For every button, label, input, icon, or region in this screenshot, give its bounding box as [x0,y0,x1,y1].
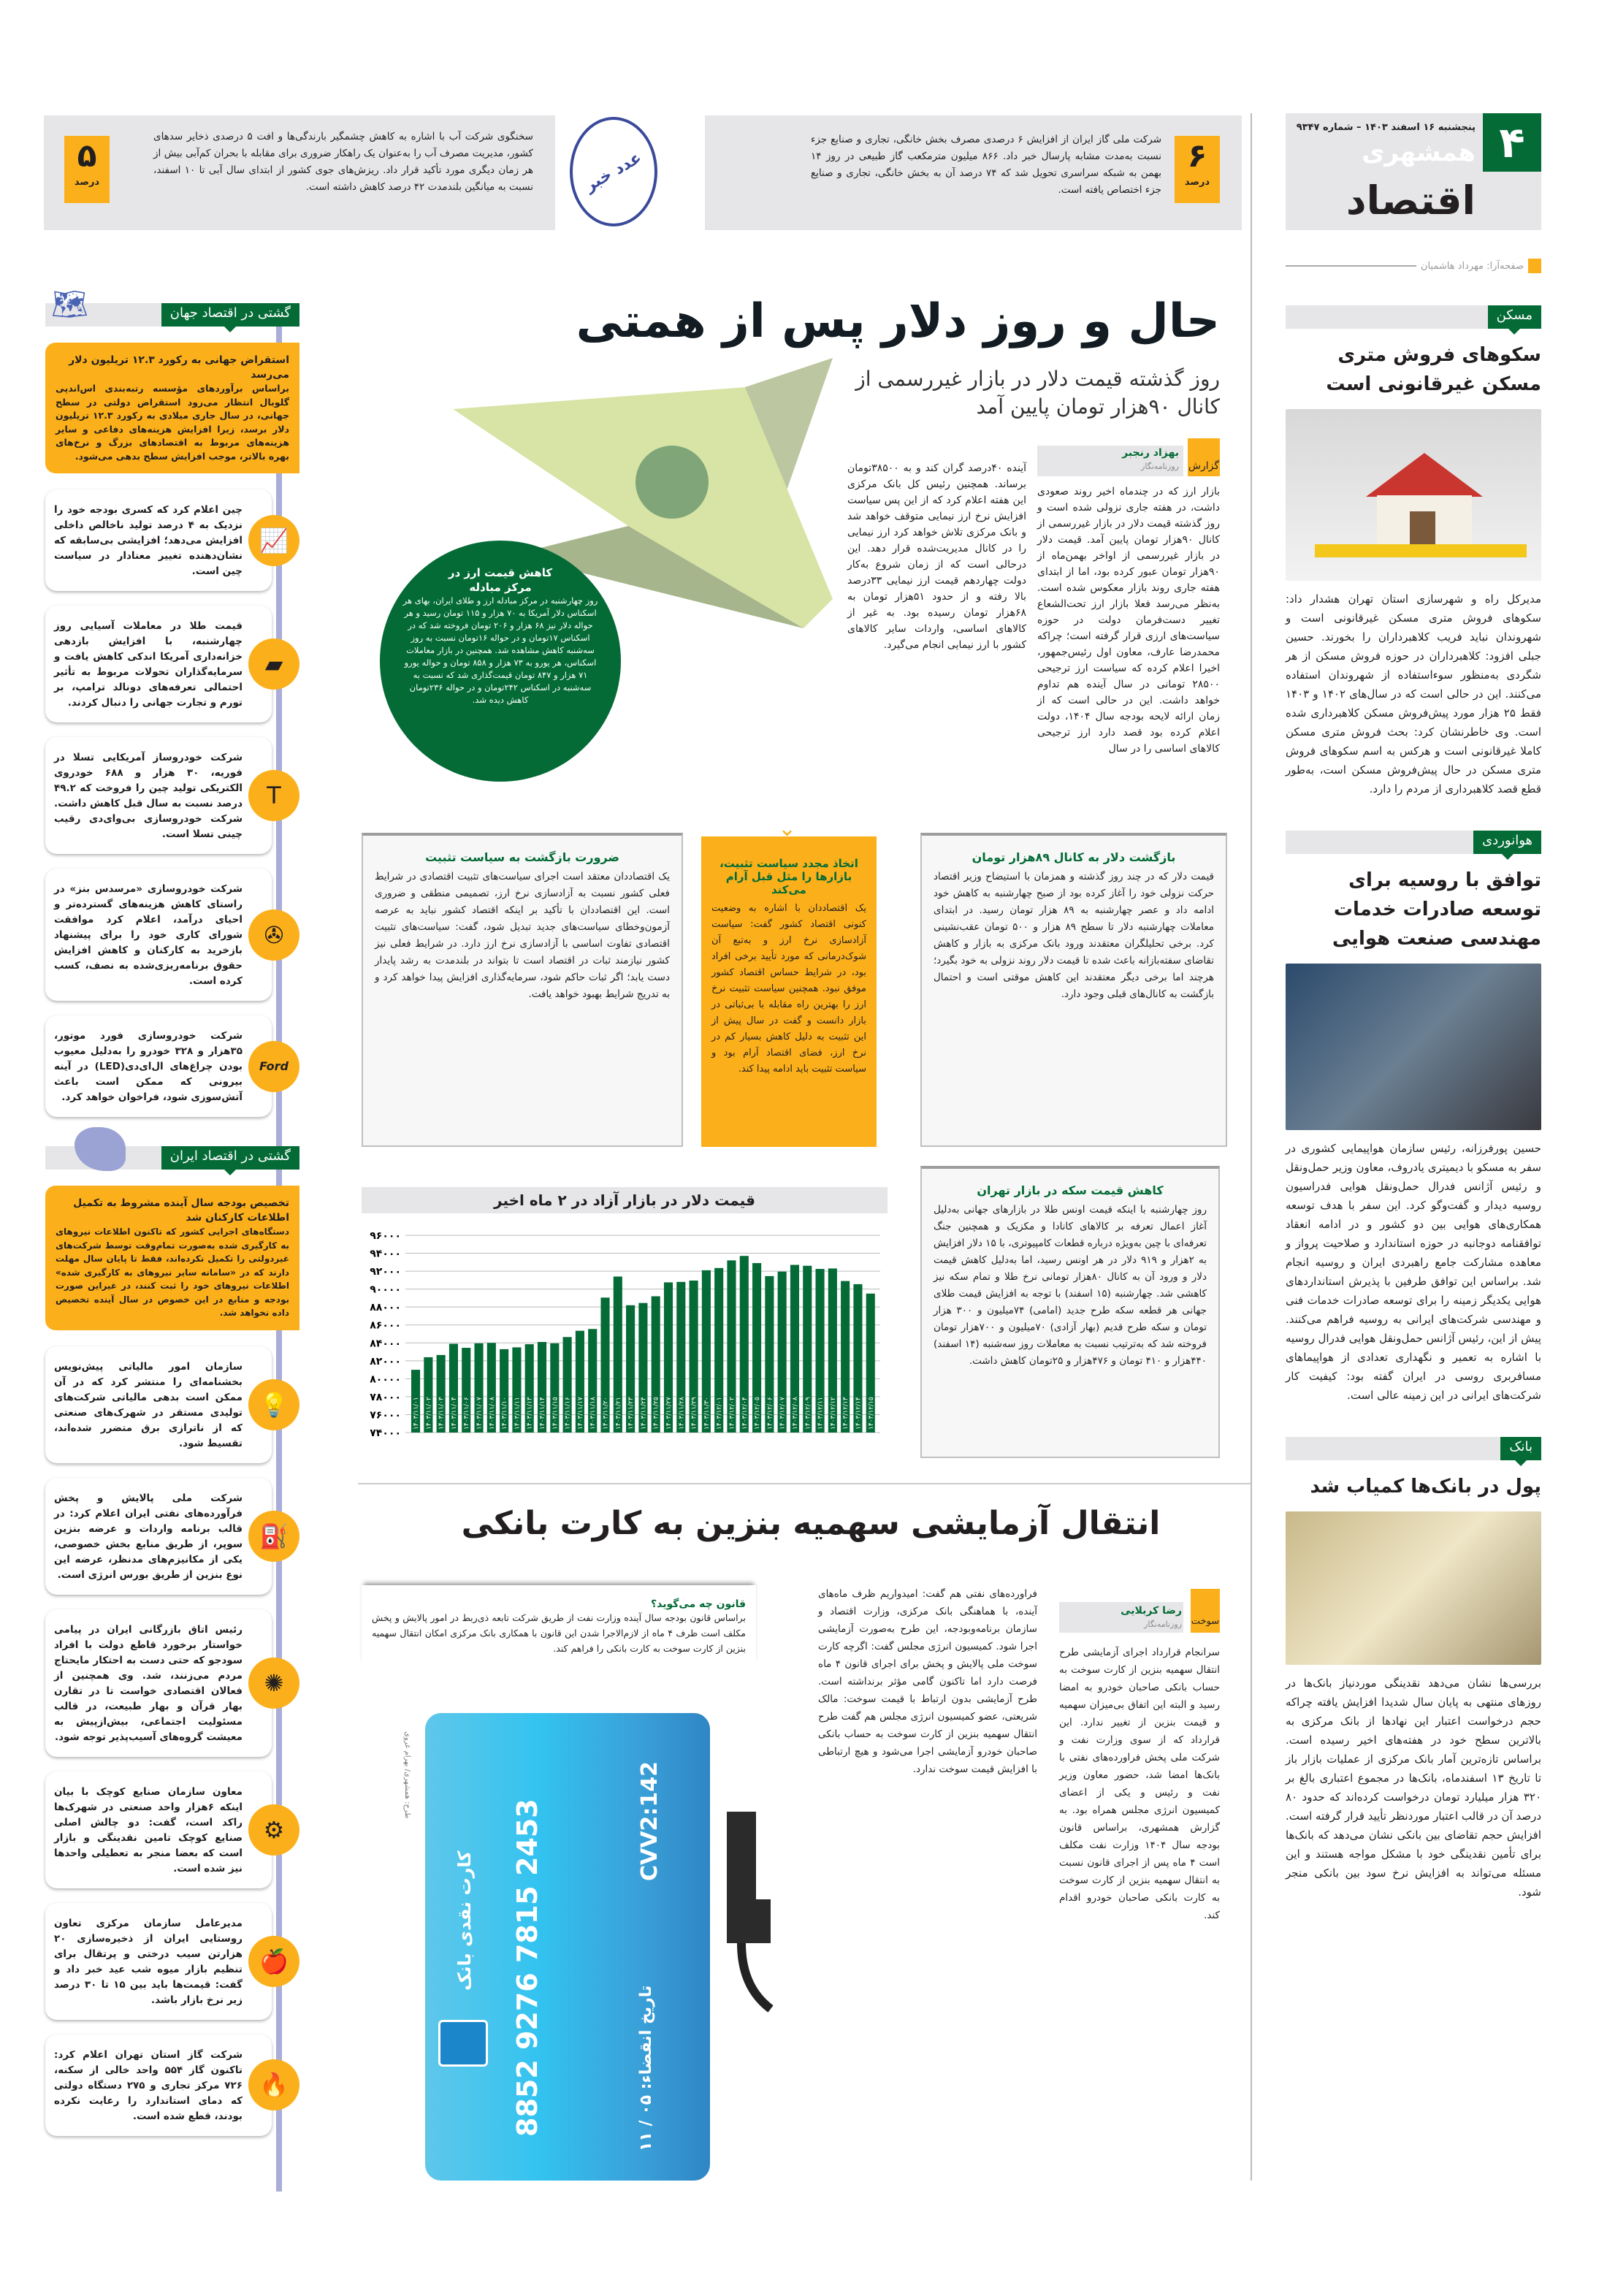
number-news-text: سخنگوی شرکت آب با اشاره به کاهش چشمگیر بارندگی‌ها و افت ۵ درصدی ذخایر سدهای کشور، مدیریت مصرف آب را به‌عنوان یک راهکار ضروری برای مقابله با بحران کم‌آبی بیش از هر زمان دیگری مورد تأکید قرار داد. ریزش‌های جوی کشور از ابتدای سال آبی تا ۱۰ اسفند، نسبت به میانگین بلندمدت ۴۲ درصد کاهش داشته است. [153,131,534,193]
news-brief [45,606,299,722]
lead-title: تخصیص بودجه سال آینده مشروط به تکمیل اطلاعات کارکنان شد [73,1197,289,1224]
image-credit: طرح: همشهری/ بهرام غروی [403,1731,411,1819]
apple-icon: 🍎 [248,1936,299,1987]
x-tick-label: ۱۴۰۳/۱۲/۱۱ [817,1397,825,1430]
world-briefs [45,489,299,1117]
section-tag-iran: گشتی در اقتصاد ایران [45,1146,299,1170]
y-tick-label: ۸۲۰۰۰ [370,1355,401,1368]
x-tick-label: ۱۴۰۳/۱۱/۲۱ [614,1397,622,1430]
brief-text: قیمت طلا در معاملات آسیایی روز چهارشنبه، با افزایش بازدهی خزانه‌داری آمریکا اندکی کاهش یافت و سرمایه‌گذاران تحولات مربوط به تأثیر احتمالی تعرفه‌های دونالد ترامپ، بر تورم و تجارت جهانی را دنبال کردند. [54,620,243,709]
brief-text: شرکت ملی پالایش و پخش فرآورده‌های نفتی ایران اعلام کرد: در قالب برنامه واردات و عرضه بنزین سوپر، از طریق منابع بخش خصوصی، یکی از مکانیزم‌های مدنظر، عرضه این نوع بنزین از طریق بورس انرژی است. [54,1492,243,1581]
chart-title: قیمت دلار در بازار آزاد در ۲ ماه اخیر [362,1187,888,1213]
divider [1286,265,1416,267]
world-lead-box [45,343,299,473]
brief-text: شرکت خودروسازی فورد موتور، ۳۵هزار و ۳۲۸ خودرو را به‌دلیل معیوب بودن چراغ‌های ال‌ای‌دی(LED) در آینه بیرونی که ممکن است باعث آتش‌سوزی شود، فراخوان خواهد کرد. [54,1030,243,1103]
box-title: اتخاذ مجدد سیاست تثبیت، بازارها را مثل قبل آرام می‌کند [719,857,858,896]
news-brief-card [45,1015,272,1117]
news-brief [45,869,299,1001]
news-brief-card [45,1903,272,2020]
news-brief [45,1903,299,2020]
card-cvv: CVV2:142 [637,1761,663,1881]
stamp-logo: عدد خبر [570,117,657,226]
box-title: کاهش قیمت سکه در بازار تهران [977,1183,1164,1197]
layout-credit [1286,257,1541,275]
x-tick-label: ۱۴۰۳/۱۲/۱۵ [867,1397,875,1430]
main-subheadline: روز گذشته قیمت دلار در بازار غیررسمی از کانال ۹۰هزار تومان پایین آمد [855,367,1220,419]
x-tick-label: ۱۴۰۳/۱۱/۰۲ [425,1397,433,1430]
aviation-workers-image [1286,964,1541,1130]
currency-exchange-circle [380,541,621,782]
author-role: روزنامه‌نگار [1141,462,1179,471]
law-title: قانون چه می‌گوید؟ [651,1598,746,1610]
x-tick-label: ۱۴۰۳/۱۱/۱۱ [514,1397,522,1430]
x-tick-label: ۱۴۰۳/۱۱/۰۶ [463,1397,471,1430]
credit-text: صفحه‌آرا: مهرداد هاشمیان [1420,260,1524,272]
number-news-text: شرکت ملی گاز ایران از افزایش ۶ درصدی مصرف بخش خانگی، تجاری و صنایع جزء نسبت به‌مدت مشابه پارسال خبر داد. ۸۶۶ میلیون مترمکعب گاز طبیعی در روز ۱۴ بهمن به شبکه سراسری تحویل شد که ۷۴ درصد آن به بخش خانگی، تجاری و صنایع جزء اختصاص یافته است. [811,134,1162,196]
oil-rig-icon: ⛽ [248,1511,299,1562]
news-brief-card [45,869,272,1001]
author-name: رضا کربلایی [1121,1605,1182,1617]
x-tick-label: ۱۴۰۳/۱۱/۲۷ [665,1397,673,1430]
number-news-box-water [44,115,555,230]
housing-body: مدیرکل راه و شهرسازی استان تهران هشدار داد: سکوهای فروش متری مسکن غیرقانونی است و شهروندان نباید فریب کلاهبرداران را بخورند. حسین جبلی افزود: کلاهبرداران در حوزه فروش مسکن از هر شگردی به‌منظور سوءاستفاده از شهروندان استفاده می‌کنند. این در حالی است که در سال‌های ۱۴۰۲ و ۱۴۰۳ فقط ۲۵ هزار مورد پیش‌فروش مسکن کلاهبرداری شده است. وی خاطرنشان کرد: بحث فروش متری مسکن کاملا غیرقانونی است و هرکس به اسم سکوهای فروش متری مسکن در حال پیش‌فروش مسکن است، به‌طور قطع قصد کلاهبرداری از مردم را دارد. [1286,592,1542,796]
left-column [45,303,299,2136]
chart-up-icon: 📈 [248,515,299,566]
x-tick-label: ۱۴۰۳/۱۱/۰۸ [488,1397,496,1430]
news-brief [45,1609,299,1757]
dollar-price-chart [362,1187,888,1443]
housing-headline: سکوهای فروش متری مسکن غیرقانونی است [1326,344,1541,395]
x-tick-label: ۱۴۰۳/۱۱/۰۷ [476,1397,484,1430]
y-tick-label: ۹۶۰۰۰ [370,1230,401,1242]
bank-headline: پول در بانک‌ها کمیاب شد [1310,1476,1541,1498]
chart-plot [362,1213,888,1443]
x-tick-label: ۱۴۰۳/۱۱/۱۸ [589,1397,598,1430]
news-brief [45,489,299,591]
x-tick-label: ۱۴۰۳/۱۱/۰۴ [450,1397,458,1430]
box-stabilization-policy [701,816,877,1147]
y-tick-label: ۷۶۰۰۰ [370,1409,401,1422]
house-image [1286,409,1541,581]
news-brief-card [45,1609,272,1757]
brief-text: مدیرعامل سازمان مرکزی تعاون روستایی ایران از ذخیره‌سازی ۲۰ هزارتن سیب درختی و پرتقال برای تنظیم بازار میوه شب عید خبر داد و گفت: قیمت‌ها باید بین ۱۵ تا ۳۰ درصد زیر نرخ بازار باشد. [54,1917,243,2006]
x-tick-label: ۱۴۰۳/۱۱/۱۶ [564,1397,572,1430]
x-tick-label: ۱۴۰۳/۱۲/۰۹ [804,1397,812,1430]
factory-robot-icon: ⚙ [248,1804,299,1856]
section-name-logo: اقتصاد [1345,178,1476,224]
x-tick-label: ۱۴۰۳/۱۲/۰۷ [779,1397,787,1430]
x-tick-label: ۱۴۰۳/۱۱/۲۵ [652,1397,660,1430]
card-bank-name: کارت نقدی بانک [454,1850,475,1991]
x-tick-label: ۱۴۰۳/۱۲/۰۵ [754,1397,762,1430]
y-tick-label: ۹۴۰۰۰ [370,1248,401,1260]
bank-body: بررسی‌ها نشان می‌دهد نقدینگی موردنیاز بانک‌ها در روزهای منتهی به پایان سال شدیدا افزایش یافته چراکه حجم درخواست اعتبار این نهادها از بانک مرکزی به بالاترین سطح خود در هفته‌های اخیر رسیده است. براساس تازه‌ترین آمار بانک مرکزی از عملیات بازار باز تا تاریخ ۱۳ اسفندماه، بانک‌ها در مجموع اعتباری بالغ بر ۳۲۰ هزار میلیارد تومان درخواست کرده‌اند که حدود ۸۰ درصد آن در قالب اعتبار موردنظر تأیید قرار گرفته است. افزایش حجم تقاضای بین بانکی نشان می‌دهد که بانک‌ها برای تأمین نقدینگی خود با مشکل مواجه هستند و این مسئله می‌تواند به افزایش نرخ سود بین بانکی منجر شود. [1286,1677,1541,1899]
y-tick-label: ۸۸۰۰۰ [370,1302,401,1314]
brief-text: شرکت خودروساز آمریکایی تسلا در فوریه، ۳۰ هزار و ۶۸۸ خودروی الکتریکی تولید چین را فروخت که ۴۹.۲ درصد نسبت به سال قبل کاهش داشت. شرکت خودروسازی بی‌وای‌دی رقیب چینی تسلا است. [54,752,243,840]
card-expiry: تاریخ انقضاء: ۰۵ / ۱۱ [637,1985,655,2151]
number-badge: ۵ درصد [64,136,110,203]
section-tag-housing: مسکن [1286,305,1541,329]
news-brief [45,1346,299,1463]
x-tick-label: ۱۴۰۳/۱۱/۱۳ [526,1397,534,1430]
flame-icon: 🔥 [248,2059,299,2110]
lead-text: دستگاه‌های اجرایی کشور که تاکنون اطلاعات نیروهای به کارگیری شده به‌صورت تمام‌وقت توسط شرکت‌های غیردولتی را تکمیل نکرده‌اند، فقط تا پایان سال مهلت دارند که در «سامانه سایر نیروهای به کارگیری شده» اطلاعات نیروهای خود را ثبت کنند، در غیراین صورت بودجه و منابع در این خصوص در سال آینده تخصیص داده نخواهد شد. [56,1227,289,1318]
box-title: بازگشت دلار به کانال ۸۹هزار تومان [972,850,1176,864]
chamber-of-commerce-logo-icon: ✺ [248,1658,299,1709]
page-number-box: ۴ [1483,113,1541,172]
paper-name-logo: همشهری [1362,138,1476,167]
law-text: براساس قانون بودجه سال آینده وزارت نفت از طریق شرکت تابعه ذی‌ربط در امور پالایش و پخش مکلف است ظرف ۴ ماه از لازم‌الاجرا شدن این قانون با همکاری بانک مرکزی امکان انتقال سهمیه بنزین از کارت سوخت به کارت بانکی را فراهم کند. [372,1612,746,1654]
x-tick-label: ۱۴۰۳/۱۱/۱۷ [576,1397,584,1430]
brief-text: رئیس اتاق بازرگانی ایران در پیامی خواستار برخورد قاطع دولت با افراد سودجو که حتی دست به احتکار مایحتاج مردم می‌زنند، شد. وی همچنین از فعالان اقتصادی خواست تا در تقارن بهار قرآن و بهار طبیعت، در قالب مسئولیت اجتماعی، بیش‌از‌پیش به معیشت گروه‌های آسیب‌پذیر توجه شود. [54,1623,243,1743]
news-brief [45,1771,299,1888]
y-tick-label: ۷۴۰۰۰ [370,1427,401,1439]
credit-marker-icon [1528,259,1541,273]
mercedes-logo-icon: ✇ [248,909,299,961]
news-brief-card [45,489,272,591]
news-brief-card [45,606,272,722]
news-brief-card [45,1771,272,1888]
section-tag-world: گشتی در اقتصاد جهان [45,303,299,327]
aviation-headline: توافق با روسیه برای توسعه صادرات خدمات مهندسی صنعت هوایی [1332,869,1541,950]
divider [358,1483,1251,1484]
x-tick-label: ۱۴۰۳/۱۲/۰۲ [728,1397,736,1430]
number-news-box-gas [705,115,1242,230]
x-tick-label: ۱۴۰۳/۱۲/۰۸ [791,1397,799,1430]
x-tick-label: ۱۴۰۳/۱۱/۰۱ [413,1397,421,1430]
news-brief [45,1478,299,1595]
box-text: روز چهارشنبه با اینکه قیمت اونس طلا در بازارهای جهانی به‌دلیل آغاز اعمال تعرفه بر کالاهای کانادا و مکزیک و همچنین جنگ تعرفه‌ای با چین به‌ویژه درباره قطعات کامپیوتری، با ۱۵ دلار افزایش به ۲هزار و ۹۱۹ دلار در هر اونس رسید، اما به‌دلیل کاهش قیمت دلار و ورود آن به کانال ۸۰هزار تومانی نرخ طلا و تمام سکه نیز کاهشی شد. چهارشنبه (۱۵ اسفند) با توجه به افزایش قیمت طلای جهانی هر قطعه سکه طرح جدید (امامی) ۷۴میلیون و ۳۰۰ هزار تومان و سکه طرح قدیم (بهار آزادی) ۷۰میلیون و ۷۰۰هزار تومان فروخته شد که به‌ترتیب نسبت به معاملات روز سه‌شنبه (۱۴ اسفند) ۴۴۰هزار و ۴۱۰ تومان و ۴۷۶هزار و ۲۵تومان کاهش داشت. [934,1204,1207,1367]
article-tag: سوخت [1191,1589,1220,1633]
x-tick-label: ۱۴۰۳/۱۲/۰۶ [766,1397,774,1430]
brief-text: شرکت خودروسازی «مرسدس بنز» در راستای کاهش هزینه‌های گسترده‌تر و احیای درآمد، اعلام کرد موافقت شورای کاری خود را برای پیشنهاد بازخرید به کارکنان و کاهش افزایش حقوق برنامه‌ریزی‌شده به نصف، کسب کرده است. [54,883,243,987]
lead-text: براساس برآوردهای مؤسسه رتبه‌بندی اس‌اند‌پی گلوبال انتظار می‌رود استقراض دولتی در سطح جهانی، در سال جاری میلادی به رکورد ۱۲.۳ تریلیون دلار برسد، زیرا افزایش هزینه‌های دفاعی و سایر هزینه‌های مربوط به اقتصادهای بزرگ و نرخ‌های بهره بالاتر، موجب افزایش سطح بدهی می‌شود. [56,383,289,462]
iran-lead-box [45,1186,299,1330]
iran-briefs [45,1346,299,2136]
x-tick-label: ۱۴۰۳/۱۲/۰۱ [716,1397,724,1430]
brief-text: چین اعلام کرد که کسری بودجه خود را نزدیک به ۴ درصد تولید ناخالص داخلی افزایش می‌دهد؛ افزایشی بی‌سابقه که نشان‌دهنده تغییر معنادار در سیاست چین است. [54,504,243,577]
aviation-body: حسین پورفرزانه، رئیس سازمان هواپیمایی کشوری در سفر به مسکو با دیمیتری یادروف، معاون وزیر حمل‌ونقل و رئیس آژانس فدرال حمل‌ونقل هوایی فدراسیون روسیه دیدار و گفت‌وگو کرد. این سفر با هدف توسعه همکاری‌های هوایی بین دو کشور و در ادامه انعقاد توافقنامه دوجانبه در حوزه استاندارد و صلاحیت پرواز و معاهده مشارکت جامع راهبردی ایران و روسیه انجام شد. براساس این توافق طرفین با پذیرش استانداردهای هوایی یکدیگر زمینه را برای توسعه صادرات خدمات فنی و مهندسی شرکت‌های ایرانی به روسیه فراهم می‌کنند. پیش از این، رئیس آژانس حمل‌ونقل هوایی فدرال روسیه با اشاره به تعمیر و نگهداری تعدادی از هواپیماهای مسافربری روسی در ایران گفته بود: کیفیت کار شرکت‌های ایرانی در این زمینه عالی است. [1286,1142,1541,1402]
fuel-headline: انتقال آزمایشی سهمیه بنزین به کارت بانکی [461,1505,1161,1542]
x-tick-label: ۱۴۰۳/۱۲/۱۳ [842,1397,850,1430]
circle-text: روز چهارشنبه در مرکز مبادله ارز و طلای ایران، بهای هر اسکناس دلار آمریکا به ۷۰ هزار و ۱۱۵ تومان رسید و هر حواله دلار نیز ۶۸ هزار و ۲۰۶ تومان فروخته شد که در اسکناس ۱۷تومان و در حواله ۱۶تومان نسبت به روز سه‌شنبه کاهش مشاهده شد. همچنین در بازار معاملات اسکناس، هر یورو به ۷۳ هزار و ۸۵۸ تومان و حواله یورو ۷۱ هزار و ۸۴۷ تومان قیمت‌گذاری شد که نسبت به سه‌شنبه در اسکناس ۲۴۲تومان و در حواله ۲۳۶تومان کاهش دیده شد. [402,595,598,705]
x-tick-label: ۱۴۰۳/۱۱/۲۹ [690,1397,698,1430]
circle-title: کاهش قیمت ارز در مرکز مبادله [448,566,553,594]
x-tick-label: ۱۴۰۳/۱۱/۲۴ [640,1397,648,1430]
lightbulb-power-icon: 💡 [248,1379,299,1430]
x-tick-label: ۱۴۰۳/۱۱/۱۵ [551,1397,560,1430]
news-brief-card [45,737,272,854]
box-return-stabilization [362,833,683,1147]
lead-title: استقراض جهانی به رکورد ۱۲.۳ تریلیون دلار می‌رسد [69,354,289,381]
iran-map-icon [75,1127,126,1171]
card-number: 8852 9276 7815 2453 [511,1799,543,2137]
x-tick-label: ۱۴۰۳/۱۲/۱۲ [829,1397,837,1430]
date-line: پنجشنبه ۱۶ اسفند ۱۴۰۳ – شماره ۹۳۴۷ [1296,122,1476,133]
box-coin-price [920,1166,1220,1458]
author-role: روزنامه‌نگار [1144,1620,1182,1629]
article-tag: گزارش [1188,438,1220,476]
news-brief [45,737,299,854]
number-badge: ۶ درصد [1175,136,1220,203]
box-text: یک اقتصاددان با اشاره به وضعیت کنونی اقتصاد کشور گفت: سیاست آزادسازی نرخ ارز و به‌تبع آن شوک‌درمانی که مورد تأیید برخی افراد بود، در شرایط حساس اقتصاد کشور موفق نبود. همچنین سیاست تثبیت نرخ ارز را بهترین راه مقابله با بی‌ثباتی در بازار دانست و گفت در سال پیش از این تثبیت به دلیل کاهش بسیار کم در نرخ ارز، فضای اقتصاد آرام بود و سیاست تثبیت باید ادامه پیدا کند. [711,903,866,1075]
brief-text: شرکت گاز استان تهران اعلام کرد: تاکنون گاز ۵۵۴ واحد خالی از سکنه، ۷۲۶ مرکز تجاری و ۲۷۵ دستگاه دولتی که دمای استاندارد را رعایت نکرده بودند، قطع شده است. [54,2048,243,2122]
x-tick-label: ۱۴۰۳/۱۱/۲۸ [678,1397,686,1430]
bank-logo-icon [438,2020,488,2067]
law-box [362,1585,756,1666]
brief-text: سازمان امور مالیاتی پیش‌نویس بخشنامه‌ای را منتشر کرد که در آن ممکن است بدهی مالیاتی شرکت‌های تولیدی مستقر در شهرک‌های صنعتی که از ناترازی برق متضرر شده‌اند، تقسیط شود. [54,1360,243,1449]
column-divider [1251,113,1252,2181]
x-tick-label: ۱۴۰۳/۱۱/۰۳ [438,1397,446,1430]
news-brief-card [45,1478,272,1595]
news-brief [45,1015,299,1117]
news-brief-card [45,1346,272,1463]
fuel-col1: سرانجام قرارداد اجرای آزمایشی طرح انتقال سهمیه بنزین از کارت سوخت به حساب بانکی صاحبان خودرو به امضا رسید و البته این اتفاق بی‌میزان سهمیه و قیمت بنزین از تغییر ندارد. این قرارداد که از سوی وزارت نفت و شرکت ملی پخش فراورده‌های نفتی با بانک‌ها امضا شد، حضور معاون وزیر نفت و رئیس و یکی از اعضای کمیسیون انرژی مجلس همراه بود. به گزارش همشهری، براساس قانون بودجه سال ۱۴۰۴ وزارت نفت مکلف است ۴ ماه پس از اجرای قانون نسبت به انتقال سهمیه بنزین از کارت سوخت به کارت بانکی صاحبان خودرو اقدام کند. [1059,1647,1220,1921]
box-dollar-89 [920,833,1227,1147]
article-byline [1037,438,1220,476]
x-tick-label: ۱۴۰۳/۱۲/۱۴ [855,1397,863,1430]
x-tick-label: ۱۴۰۳/۱۱/۱۰ [501,1397,509,1430]
ford-logo-icon: Ford [248,1041,299,1092]
box-title: ضرورت بازگشت به سیاست تثبیت [425,850,619,864]
section-tag-bank: بانک [1286,1437,1541,1460]
fuel-byline [1059,1589,1220,1633]
x-tick-label: ۱۴۰۳/۱۲/۰۴ [741,1397,749,1430]
box-text: یک اقتصاددان معتقد است اجرای سیاست‌های تثبیت اقتصادی در شرایط فعلی کشور نسبت به آزادسازی نرخ ارز، تصمیمی منطقی و ضروری است. این اقتصاددان با تأکید بر اینکه اقتصاد کشور نباید به عرصه آزمون‌وخطای سیاست‌های جدید تبدیل شود، گفت: سیاست‌های تثبیت اقتصادی تفاوت اساسی با آزادسازی نرخ ارز دارد. در شرایط فعلی نیز کشور نیازمند ثبات در اقتصاد است تا بتواند در بلندمدت به رشد پایدار دست یابد؛ اگر ثبات حاکم شود، سرمایه‌گذاری افزایش پیدا خواهد کرد و به تدریج شرایط بهبود خواهد یافت. [375,871,670,1000]
masthead [1286,113,1541,230]
main-article-col2: آینده ۴۰درصد گران کند و به ۳۸۵۰۰تومان برساند. همچنین رئیس کل بانک مرکزی این هفته اعلام کرد که از این پس سیاست افزایش نرخ ارز نیمایی متوقف خواهد شد و بانک مرکزی تلاش خواهد کرد ارز نیمایی را در کانال مدیریت‌شده قرار دهد. این درحالی است که از زمان شروع به‌کار دولت چهاردهم قیمت ارز نیمایی ۳۳درصد بالا رفته و از حدود ۵۱هزار تومان به ۶۸هزار تومان رسیده بود. به غیر از کالاهای اساسی، واردات سایر کالاهای کشور با ارز نیمایی انجام می‌گیرد. [847,462,1026,651]
tesla-logo-icon: T [248,770,299,821]
section-tag-aviation: هوانوردی [1286,831,1541,854]
cash-stacks-image [1286,1511,1541,1665]
y-tick-label: ۹۲۰۰۰ [370,1266,401,1278]
fuel-nozzle-icon [712,1797,778,2016]
chevron-down-icon: ⌄ [778,816,797,842]
y-tick-label: ۷۸۰۰۰ [370,1391,401,1403]
right-column [1286,305,1541,1902]
news-brief-card [45,2034,272,2136]
x-tick-label: ۱۴۰۳/۱۱/۲۳ [627,1397,635,1430]
brief-text: معاون سازمان صنایع کوچک با بیان اینکه ۶هزار واحد صنعتی در شهرک‌ها راکد است، گفت: دو چالش اصلی صنایع کوچک تامین نقدینگی و بازار است که بعضا منجر به تعطیلی واحدها نیز شده است. [54,1785,243,1874]
bank-card-illustration [425,1713,710,2181]
world-map-icon: 🗺 [51,288,88,321]
y-tick-label: ۸۶۰۰۰ [370,1319,401,1332]
x-tick-label: ۱۴۰۳/۱۱/۳۰ [703,1397,711,1430]
y-tick-label: ۸۴۰۰۰ [370,1338,401,1350]
y-tick-label: ۹۰۰۰۰ [370,1284,401,1296]
box-text: قیمت دلار که در چند روز گذشته و همزمان با استیضاح وزیر اقتصاد حرکت نزولی خود را آغاز کرده بود از صبح چهارشنبه به کاهش خود ادامه داد و عصر چهارشنبه به ۸۹ هزار تومان رسید. در ابتدای معاملات چهارشنبه دلار تا سطح ۸۹ هزار و ۵۰۰ تومان عقب‌نشینی کرد. برخی تحلیلگران معتقدند ورود بانک مرکزی به بازار و کاهش تقاضای سفته‌بازانه باعث شده تا قیمت دلار روند نزولی به خود بگیرد؛ هرچند اما برخی دیگر معتقدند این کاهش موقتی است و احتمال بازگشت به کانال‌های قبلی وجود دارد. [934,871,1214,1000]
main-article-col1: بازار ارز که در چندماه اخیر روند صعودی داشت، در هفته جاری نزولی شده است و روز گذشته قیمت دلار در بازار غیررسمی از کانال ۹۰هزار تومان پایین آمد. قیمت دلار در بازار غیررسمی از اواخر بهمن‌ماه از ۹۰هزار تومان عبور کرده بود، اما از ابتدای هفته جاری روند بازار معکوس شده است. به‌نظر می‌رسد فعلا بازار ارز تحت‌الشعاع تغییر دست‌فرمان دولت در حوزه سیاست‌های ارزی قرار گرفته است؛ چراکه محمدرضا عارف، معاون اول رئیس‌جمهور، اخیرا اعلام کرده که سیاست ارز ترجیحی ۲۸۵۰۰ تومانی در سال آینده هم تداوم خواهد داشت. این در حالی است که از زمان ارائه لایحه بودجه سال ۱۴۰۴، دولت اعلام کرده بود قصد دارد ارز ترجیحی کالاهای اساسی را در سال [1037,486,1220,755]
fuel-col2: فراورده‌های نفتی هم گفت: امیدواریم ظرف ماه‌های آینده، با هماهنگی بانک مرکزی، وزارت اقتصاد و سازمان برنامه‌وبودجه، این طرح به‌صورت آزمایشی اجرا شود. کمیسیون انرژی مجلس گفت: اگرچه کارت سوخت ملی پالایش و پخش برای اجرای قانون ۴ ماه فرصت دارد اما تاکنون گامی مؤثر برنداشته است. طرح آزمایشی بدون ارتباط با قیمت سوخت: مالک شریعتی، عضو کمیسیون انرژی مجلس هم گفت طرح انتقال سهمیه بنزین از کارت سوخت به حساب بانکی صاحبان خودرو آزمایشی اجرا می‌شود و هیچ ارتباطی با افزایش قیمت سوخت ندارد. [818,1588,1037,1775]
y-tick-label: ۸۰۰۰۰ [370,1373,401,1386]
x-tick-label: ۱۴۰۳/۱۱/۱۴ [539,1397,547,1430]
x-tick-label: ۱۴۰۳/۱۱/۲۰ [602,1397,610,1430]
news-brief [45,2034,299,2136]
gold-bars-icon: ▰ [248,638,299,690]
author-name: بهزاد رنجبر [1122,447,1179,459]
main-headline: حال و روز دلار پس از همتی [576,294,1220,348]
